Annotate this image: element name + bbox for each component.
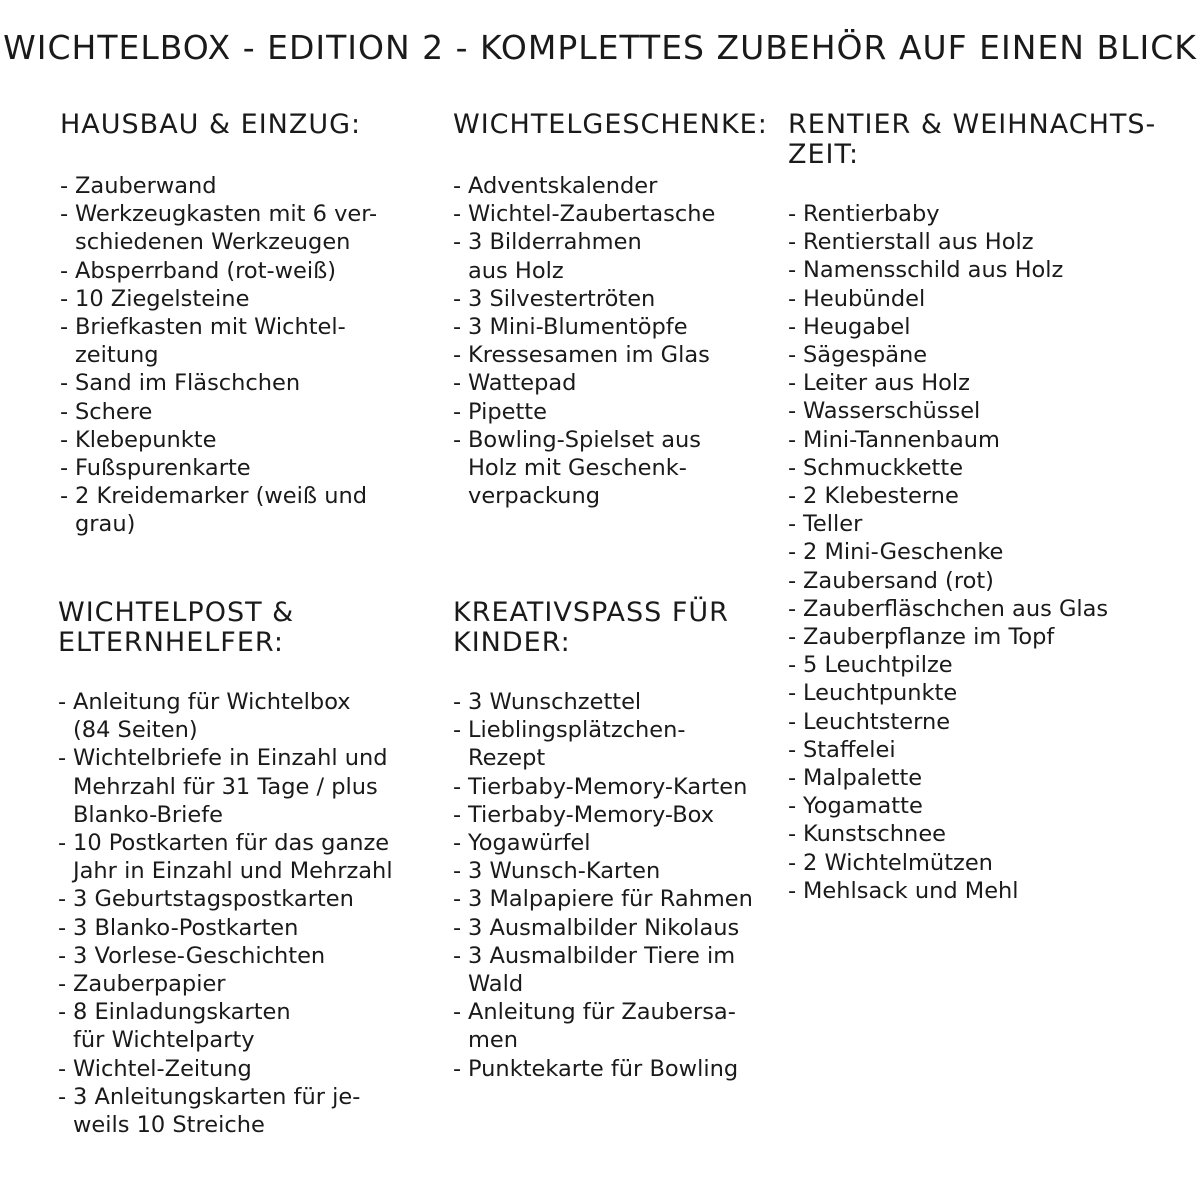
list-item-text: - Leuchtpunkte [803,680,958,707]
list-item-text: - 10 Postkarten für das ganze Jahr in Einzahl und Mehrzahl [73,830,393,885]
item-list [788,200,1168,905]
section-heading: WICHTELPOST & ELTERNHELFER: [58,597,295,658]
list-item-text: - Tierbaby-Memory-Box [468,801,715,828]
item-list [60,172,430,539]
list-item [453,942,783,998]
page-title: WICHTELBOX - EDITION 2 - KOMPLETTES ZUBEHÖR AUF EINEN BLICK [3,28,1197,67]
list-item-text: - Mini-Tannenbaum [803,426,1000,453]
list-item-text: - Mehlsack und Mehl [803,877,1019,904]
list-item [453,172,773,200]
list-item-text: - Yogawürfel [468,830,591,857]
list-item [453,313,773,341]
list-item-text: - Heubündel [803,285,926,312]
list-item-text: - Rentierbaby [803,201,940,227]
list-item [788,849,1168,877]
list-item [453,773,783,801]
list-item [58,744,438,829]
list-item [453,1055,783,1083]
item-list [58,688,438,1139]
list-item [60,398,430,426]
list-item-text: - Klebepunkte [75,426,217,453]
list-item [788,369,1168,397]
list-item-text: - Kunstschnee [803,821,946,848]
list-item [788,567,1168,595]
list-item [453,857,783,885]
section-heading: KREATIVSPASS FÜR KINDER: [453,597,729,658]
list-item [788,426,1168,454]
list-item-text: - Fußspurenkarte [75,455,251,482]
list-item [453,998,783,1054]
list-item-text: - Anleitung für Wichtelbox (84 Seiten) [73,689,351,744]
list-item [60,172,430,200]
list-item-text: - 3 Wunschzettel [468,689,642,715]
list-item [788,736,1168,764]
list-item [60,257,430,285]
list-item-text: - Zauberfläschchen aus Glas [803,595,1109,622]
list-item [453,341,773,369]
list-item [788,510,1168,538]
list-item [453,228,773,284]
list-item [453,801,783,829]
list-item-text: - Schere [75,398,153,425]
list-item-text: - 2 Kreidemarker (weiß und grau) [75,483,368,538]
list-item-text: - Sägespäne [803,342,928,369]
list-item [788,313,1168,341]
list-item [788,228,1168,256]
list-item [453,829,783,857]
list-item [788,341,1168,369]
list-item-text: - Teller [803,511,863,538]
list-item [788,454,1168,482]
list-item-text: - Zauberpflanze im Topf [803,624,1055,651]
list-item-text: - 3 Geburtstagspostkarten [73,886,354,913]
list-item [58,914,438,942]
list-item [453,914,783,942]
list-item [453,200,773,228]
list-item [58,688,438,744]
list-item-text: - 2 Wichtelmützen [803,849,993,876]
list-item-text: - Zaubersand (rot) [803,567,994,594]
list-item [58,1083,438,1139]
list-item-text: - Kressesamen im Glas [468,342,710,369]
list-item-text: - Wichtel-Zeitung [73,1055,252,1082]
list-item [788,764,1168,792]
list-item-text: - Wichtelbriefe in Einzahl und Mehrzahl für 31 Tage / plus Blanko-Briefe [73,745,388,828]
list-item [788,538,1168,566]
section-hausbau [60,110,430,539]
list-item [60,426,430,454]
list-item [453,885,783,913]
list-item [453,398,773,426]
item-list [453,172,773,510]
list-item-text: - Lieblingsplätzchen- Rezept [468,717,686,772]
list-item-text: - 5 Leuchtpilze [803,652,953,679]
list-item [453,426,773,511]
list-item [788,200,1168,228]
list-item [788,397,1168,425]
list-item-text: - 3 Ausmalbilder Nikolaus [468,914,740,941]
item-list [453,688,783,1083]
list-item-text: - Bowling-Spielset aus Holz mit Geschenk- verpackung [468,426,701,510]
list-item-text: - Sand im Fläschchen [75,370,301,397]
list-item-text: - Pipette [468,398,547,425]
list-item-text: - Absperrband (rot-weiß) [75,257,337,284]
list-item-text: - Wichtel-Zaubertasche [468,201,716,228]
section-kreativspass [453,598,783,1083]
list-item [58,885,438,913]
list-item-text: - Werkzeugkasten mit 6 ver- schiedenen Werkzeugen [75,201,378,256]
list-item-text: - Namensschild aus Holz [803,257,1064,284]
list-item-text: - Wasserschüssel [803,398,981,425]
list-item-text: - 8 Einladungskarten für Wichtelparty [73,999,291,1054]
section-heading: RENTIER & WEIHNACHTS- ZEIT: [788,109,1157,170]
list-item-text: - 3 Vorlese-Geschichten [73,942,326,969]
list-item [788,482,1168,510]
list-item-text: - 3 Bilderrahmen aus Holz [468,229,642,284]
list-item [788,595,1168,623]
list-item [60,313,430,369]
list-item-text: - Leuchtsterne [803,708,951,735]
list-item-text: - 3 Silvestertröten [468,285,656,312]
list-item [60,369,430,397]
list-item [60,285,430,313]
list-item-text: - Schmuckkette [803,454,964,481]
list-item-text: - 3 Malpapiere für Rahmen [468,886,753,913]
list-item [453,369,773,397]
list-item-text: - 3 Mini-Blumentöpfe [468,314,688,341]
list-item [58,942,438,970]
list-item [60,200,430,256]
list-item [788,708,1168,736]
list-item [58,998,438,1054]
list-item [58,970,438,998]
list-item-text: - Leiter aus Holz [803,370,970,397]
list-item-text: - Rentierstall aus Holz [803,229,1034,256]
list-item-text: - 2 Klebesterne [803,483,959,510]
list-item-text: - Zauberwand [75,173,217,199]
list-item [453,285,773,313]
list-item-text: - 3 Anleitungskarten für je- weils 10 Streiche [73,1083,361,1139]
list-item [788,792,1168,820]
section-heading: HAUSBAU & EINZUG: [60,109,362,140]
list-item [453,716,783,772]
list-item-text: - 10 Ziegelsteine [75,285,250,312]
list-item [60,454,430,482]
list-item [58,829,438,885]
list-item-text: - Tierbaby-Memory-Karten [468,773,748,800]
list-item-text: - Malpalette [803,765,923,792]
list-item-text: - Staffelei [803,736,896,763]
list-item-text: - 3 Blanko-Postkarten [73,914,299,941]
list-item-text: - Anleitung für Zaubersa- men [468,999,736,1054]
list-item-text: - 3 Ausmalbilder Tiere im Wald [468,942,736,998]
list-item [788,285,1168,313]
list-item-text: - Yogamatte [803,793,923,820]
list-item [788,877,1168,905]
list-item-text: - 3 Wunsch-Karten [468,858,661,885]
list-item-text: - Adventskalender [468,173,658,199]
list-item [453,688,783,716]
list-item [788,623,1168,651]
list-item-text: - Wattepad [468,370,577,397]
list-item-text: - Heugabel [803,313,911,340]
list-item [60,482,430,538]
list-item [788,679,1168,707]
list-item [58,1055,438,1083]
section-rentier [788,110,1168,905]
section-heading: WICHTELGESCHENKE: [453,109,768,140]
list-item [788,820,1168,848]
list-item-text: - 2 Mini-Geschenke [803,539,1004,566]
list-item-text: - Punktekarte für Bowling [468,1055,739,1082]
list-item [788,256,1168,284]
section-wichtelgeschenke [453,110,773,510]
section-wichtelpost [58,598,438,1139]
list-item [788,651,1168,679]
list-item-text: - Zauberpapier [73,971,226,998]
list-item-text: - Briefkasten mit Wichtel- zeitung [75,314,346,369]
